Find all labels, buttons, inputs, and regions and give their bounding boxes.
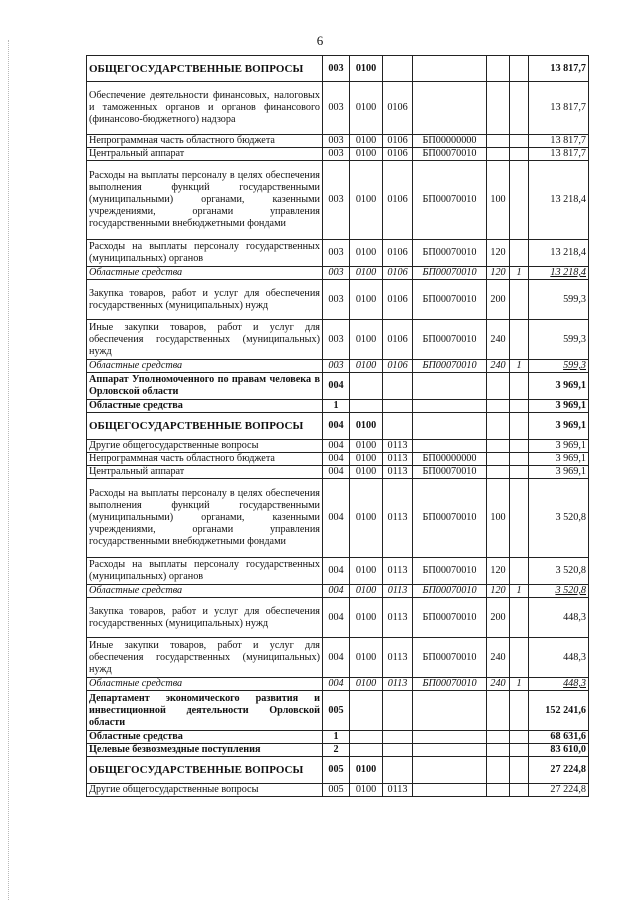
funding-source-cell — [510, 479, 529, 558]
row-name-cell: Другие общегосударственные вопросы — [87, 440, 323, 453]
funding-source-cell: 1 — [510, 678, 529, 691]
subsection-code-cell: 0106 — [383, 148, 413, 161]
target-article-cell: БП00070010 — [413, 558, 487, 585]
table-row — [87, 784, 589, 797]
budget-table-body — [87, 56, 589, 797]
table-row — [87, 320, 589, 360]
table-row — [87, 585, 589, 598]
section-code-cell: 0100 — [350, 784, 383, 797]
subsection-code-cell: 0113 — [383, 440, 413, 453]
org-code-cell: 004 — [323, 440, 350, 453]
org-code-cell: 003 — [323, 148, 350, 161]
target-article-cell: БП00070010 — [413, 267, 487, 280]
funding-source-cell — [510, 558, 529, 585]
expense-type-cell: 120 — [487, 267, 510, 280]
subsection-code-cell: 0106 — [383, 360, 413, 373]
section-code-cell: 0100 — [350, 757, 383, 784]
org-code-cell: 005 — [323, 784, 350, 797]
subsection-code-cell: 0106 — [383, 280, 413, 320]
org-code-cell: 004 — [323, 638, 350, 678]
target-article-cell: БП00070010 — [413, 466, 487, 479]
row-name-cell: Непрограммная часть областного бюджета — [87, 453, 323, 466]
target-article-cell: БП00070010 — [413, 240, 487, 267]
section-code-cell: 0100 — [350, 82, 383, 135]
row-name-cell: Областные средства — [87, 267, 323, 280]
expense-type-cell — [487, 400, 510, 413]
expense-type-cell — [487, 135, 510, 148]
expense-type-cell: 240 — [487, 360, 510, 373]
row-name-cell: ОБЩЕГОСУДАРСТВЕННЫЕ ВОПРОСЫ — [87, 757, 323, 784]
funding-source-cell — [510, 135, 529, 148]
amount-cell: 3 969,1 — [529, 400, 589, 413]
budget-table — [86, 55, 589, 797]
funding-source-cell — [510, 598, 529, 638]
amount-cell: 599,3 — [529, 280, 589, 320]
table-row — [87, 466, 589, 479]
subsection-code-cell — [383, 691, 413, 731]
row-name-cell: Закупка товаров, работ и услуг для обеспечения государственных (муниципальных) нужд — [87, 598, 323, 638]
table-row — [87, 691, 589, 731]
org-code-cell: 004 — [323, 373, 350, 400]
subsection-code-cell: 0113 — [383, 784, 413, 797]
amount-cell: 27 224,8 — [529, 757, 589, 784]
section-code-cell: 0100 — [350, 135, 383, 148]
amount-cell: 13 817,7 — [529, 56, 589, 82]
section-code-cell: 0100 — [350, 678, 383, 691]
table-row — [87, 413, 589, 440]
table-row — [87, 56, 589, 82]
subsection-code-cell: 0113 — [383, 678, 413, 691]
amount-cell: 448,3 — [529, 638, 589, 678]
page-number: 6 — [316, 33, 324, 48]
row-name-cell: Центральный аппарат — [87, 148, 323, 161]
org-code-cell: 003 — [323, 280, 350, 320]
section-code-cell — [350, 731, 383, 744]
org-code-cell: 003 — [323, 240, 350, 267]
org-code-cell: 004 — [323, 598, 350, 638]
org-code-cell: 004 — [323, 479, 350, 558]
section-code-cell: 0100 — [350, 558, 383, 585]
section-code-cell: 0100 — [350, 479, 383, 558]
table-row — [87, 678, 589, 691]
expense-type-cell — [487, 784, 510, 797]
table-row — [87, 400, 589, 413]
table-row — [87, 161, 589, 240]
row-name-cell: Иные закупки товаров, работ и услуг для обеспечения государственных (муниципальных) нужд — [87, 320, 323, 360]
subsection-code-cell: 0113 — [383, 558, 413, 585]
org-code-cell: 003 — [323, 135, 350, 148]
funding-source-cell — [510, 784, 529, 797]
row-name-cell: Областные средства — [87, 731, 323, 744]
org-code-cell: 003 — [323, 161, 350, 240]
funding-source-cell: 1 — [510, 267, 529, 280]
expense-type-cell — [487, 757, 510, 784]
section-code-cell — [350, 373, 383, 400]
org-code-cell: 004 — [323, 466, 350, 479]
amount-cell: 68 631,6 — [529, 731, 589, 744]
org-code-cell: 005 — [323, 757, 350, 784]
target-article-cell — [413, 731, 487, 744]
table-row — [87, 744, 589, 757]
row-name-cell: Областные средства — [87, 360, 323, 373]
row-name-cell: Аппарат Уполномоченного по правам человека в Орловской области — [87, 373, 323, 400]
funding-source-cell — [510, 373, 529, 400]
left-margin-line — [8, 40, 9, 900]
table-row — [87, 280, 589, 320]
section-code-cell — [350, 400, 383, 413]
target-article-cell — [413, 757, 487, 784]
amount-cell: 13 218,4 — [529, 161, 589, 240]
subsection-code-cell: 0106 — [383, 82, 413, 135]
expense-type-cell: 120 — [487, 585, 510, 598]
funding-source-cell — [510, 400, 529, 413]
section-code-cell: 0100 — [350, 440, 383, 453]
funding-source-cell — [510, 466, 529, 479]
target-article-cell: БП00070010 — [413, 585, 487, 598]
target-article-cell — [413, 82, 487, 135]
target-article-cell — [413, 373, 487, 400]
amount-cell: 599,3 — [529, 360, 589, 373]
table-row — [87, 135, 589, 148]
expense-type-cell: 100 — [487, 161, 510, 240]
org-code-cell: 003 — [323, 82, 350, 135]
amount-cell: 599,3 — [529, 320, 589, 360]
table-row — [87, 757, 589, 784]
subsection-code-cell — [383, 56, 413, 82]
row-name-cell: Другие общегосударственные вопросы — [87, 784, 323, 797]
subsection-code-cell — [383, 373, 413, 400]
org-code-cell: 003 — [323, 56, 350, 82]
target-article-cell — [413, 440, 487, 453]
row-name-cell: Расходы на выплаты персоналу в целях обеспечения выполнения функций государственными (муниципальными) органами, казенными учреждениями, органами управления государственными внебюджетными фондами — [87, 479, 323, 558]
org-code-cell: 004 — [323, 413, 350, 440]
funding-source-cell — [510, 440, 529, 453]
target-article-cell: БП00000000 — [413, 135, 487, 148]
row-name-cell: ОБЩЕГОСУДАРСТВЕННЫЕ ВОПРОСЫ — [87, 413, 323, 440]
expense-type-cell — [487, 453, 510, 466]
section-code-cell: 0100 — [350, 585, 383, 598]
row-name-cell: Центральный аппарат — [87, 466, 323, 479]
amount-cell: 448,3 — [529, 598, 589, 638]
funding-source-cell — [510, 280, 529, 320]
expense-type-cell: 100 — [487, 479, 510, 558]
table-row — [87, 360, 589, 373]
section-code-cell: 0100 — [350, 148, 383, 161]
target-article-cell — [413, 400, 487, 413]
funding-source-cell — [510, 731, 529, 744]
amount-cell: 13 817,7 — [529, 82, 589, 135]
expense-type-cell: 120 — [487, 240, 510, 267]
target-article-cell: БП00000000 — [413, 453, 487, 466]
funding-source-cell — [510, 161, 529, 240]
row-name-cell: Обеспечение деятельности финансовых, налоговых и таможенных органов и органов финансового (финансово-бюджетного) надзора — [87, 82, 323, 135]
subsection-code-cell: 0113 — [383, 638, 413, 678]
expense-type-cell — [487, 744, 510, 757]
row-name-cell: ОБЩЕГОСУДАРСТВЕННЫЕ ВОПРОСЫ — [87, 56, 323, 82]
row-name-cell: Целевые безвозмездные поступления — [87, 744, 323, 757]
row-name-cell: Областные средства — [87, 585, 323, 598]
row-name-cell: Иные закупки товаров, работ и услуг для обеспечения государственных (муниципальных) нужд — [87, 638, 323, 678]
funding-source-cell — [510, 757, 529, 784]
funding-source-cell — [510, 744, 529, 757]
amount-cell: 152 241,6 — [529, 691, 589, 731]
funding-source-cell: 1 — [510, 585, 529, 598]
subsection-code-cell — [383, 400, 413, 413]
amount-cell: 27 224,8 — [529, 784, 589, 797]
row-name-cell: Областные средства — [87, 400, 323, 413]
target-article-cell: БП00070010 — [413, 148, 487, 161]
section-code-cell: 0100 — [350, 638, 383, 678]
subsection-code-cell: 0106 — [383, 135, 413, 148]
section-code-cell: 0100 — [350, 280, 383, 320]
funding-source-cell — [510, 240, 529, 267]
section-code-cell: 0100 — [350, 56, 383, 82]
amount-cell: 3 520,8 — [529, 558, 589, 585]
section-code-cell: 0100 — [350, 598, 383, 638]
subsection-code-cell: 0106 — [383, 320, 413, 360]
amount-cell: 3 969,1 — [529, 373, 589, 400]
subsection-code-cell: 0106 — [383, 161, 413, 240]
expense-type-cell: 120 — [487, 558, 510, 585]
row-name-cell: Департамент экономического развития и инвестиционной деятельности Орловской области — [87, 691, 323, 731]
row-name-cell: Расходы на выплаты персоналу государственных (муниципальных) органов — [87, 240, 323, 267]
org-code-cell: 004 — [323, 558, 350, 585]
row-name-cell: Непрограммная часть областного бюджета — [87, 135, 323, 148]
org-code-cell: 003 — [323, 360, 350, 373]
subsection-code-cell — [383, 731, 413, 744]
expense-type-cell — [487, 440, 510, 453]
funding-source-cell — [510, 638, 529, 678]
expense-type-cell — [487, 373, 510, 400]
subsection-code-cell: 0113 — [383, 598, 413, 638]
subsection-code-cell — [383, 744, 413, 757]
table-row — [87, 267, 589, 280]
expense-type-cell — [487, 466, 510, 479]
table-row — [87, 440, 589, 453]
target-article-cell: БП00070010 — [413, 479, 487, 558]
expense-type-cell — [487, 731, 510, 744]
row-name-cell: Областные средства — [87, 678, 323, 691]
org-code-cell: 1 — [323, 731, 350, 744]
org-code-cell: 2 — [323, 744, 350, 757]
target-article-cell — [413, 744, 487, 757]
section-code-cell: 0100 — [350, 267, 383, 280]
expense-type-cell — [487, 691, 510, 731]
target-article-cell: БП00070010 — [413, 280, 487, 320]
org-code-cell: 004 — [323, 678, 350, 691]
expense-type-cell: 200 — [487, 598, 510, 638]
expense-type-cell — [487, 82, 510, 135]
target-article-cell — [413, 691, 487, 731]
row-name-cell: Расходы на выплаты персоналу в целях обеспечения выполнения функций государственными (муниципальными) органами, казенными учреждениями, органами управления государственными внебюджетными фондами — [87, 161, 323, 240]
row-name-cell: Расходы на выплаты персоналу государственных (муниципальных) органов — [87, 558, 323, 585]
amount-cell: 3 969,1 — [529, 466, 589, 479]
org-code-cell: 1 — [323, 400, 350, 413]
table-row — [87, 373, 589, 400]
expense-type-cell — [487, 56, 510, 82]
funding-source-cell: 1 — [510, 360, 529, 373]
table-row — [87, 240, 589, 267]
row-name-cell: Закупка товаров, работ и услуг для обеспечения государственных (муниципальных) нужд — [87, 280, 323, 320]
expense-type-cell — [487, 148, 510, 161]
org-code-cell: 003 — [323, 267, 350, 280]
table-row — [87, 82, 589, 135]
section-code-cell — [350, 744, 383, 757]
amount-cell: 3 969,1 — [529, 413, 589, 440]
section-code-cell: 0100 — [350, 360, 383, 373]
subsection-code-cell: 0113 — [383, 466, 413, 479]
expense-type-cell: 200 — [487, 280, 510, 320]
target-article-cell: БП00070010 — [413, 638, 487, 678]
subsection-code-cell: 0113 — [383, 585, 413, 598]
expense-type-cell: 240 — [487, 638, 510, 678]
amount-cell: 13 817,7 — [529, 135, 589, 148]
section-code-cell: 0100 — [350, 240, 383, 267]
funding-source-cell — [510, 148, 529, 161]
funding-source-cell — [510, 453, 529, 466]
org-code-cell: 003 — [323, 320, 350, 360]
section-code-cell: 0100 — [350, 413, 383, 440]
amount-cell: 13 218,4 — [529, 267, 589, 280]
expense-type-cell: 240 — [487, 678, 510, 691]
expense-type-cell: 240 — [487, 320, 510, 360]
section-code-cell: 0100 — [350, 466, 383, 479]
target-article-cell: БП00070010 — [413, 598, 487, 638]
section-code-cell: 0100 — [350, 320, 383, 360]
subsection-code-cell: 0113 — [383, 479, 413, 558]
subsection-code-cell: 0106 — [383, 240, 413, 267]
table-row — [87, 598, 589, 638]
section-code-cell — [350, 691, 383, 731]
amount-cell: 3 520,8 — [529, 479, 589, 558]
section-code-cell: 0100 — [350, 453, 383, 466]
amount-cell: 3 969,1 — [529, 440, 589, 453]
target-article-cell: БП00070010 — [413, 360, 487, 373]
funding-source-cell — [510, 691, 529, 731]
funding-source-cell — [510, 320, 529, 360]
table-row — [87, 638, 589, 678]
table-row — [87, 558, 589, 585]
funding-source-cell — [510, 82, 529, 135]
amount-cell: 13 817,7 — [529, 148, 589, 161]
target-article-cell: БП00070010 — [413, 161, 487, 240]
subsection-code-cell — [383, 413, 413, 440]
target-article-cell: БП00070010 — [413, 678, 487, 691]
target-article-cell: БП00070010 — [413, 320, 487, 360]
table-row — [87, 479, 589, 558]
subsection-code-cell — [383, 757, 413, 784]
table-row — [87, 148, 589, 161]
funding-source-cell — [510, 56, 529, 82]
section-code-cell: 0100 — [350, 161, 383, 240]
amount-cell: 448,3 — [529, 678, 589, 691]
amount-cell: 13 218,4 — [529, 240, 589, 267]
table-row — [87, 453, 589, 466]
target-article-cell — [413, 56, 487, 82]
org-code-cell: 005 — [323, 691, 350, 731]
org-code-cell: 004 — [323, 585, 350, 598]
org-code-cell: 004 — [323, 453, 350, 466]
subsection-code-cell: 0113 — [383, 453, 413, 466]
table-row — [87, 731, 589, 744]
amount-cell: 83 610,0 — [529, 744, 589, 757]
funding-source-cell — [510, 413, 529, 440]
target-article-cell — [413, 784, 487, 797]
expense-type-cell — [487, 413, 510, 440]
amount-cell: 3 969,1 — [529, 453, 589, 466]
amount-cell: 3 520,8 — [529, 585, 589, 598]
subsection-code-cell: 0106 — [383, 267, 413, 280]
target-article-cell — [413, 413, 487, 440]
